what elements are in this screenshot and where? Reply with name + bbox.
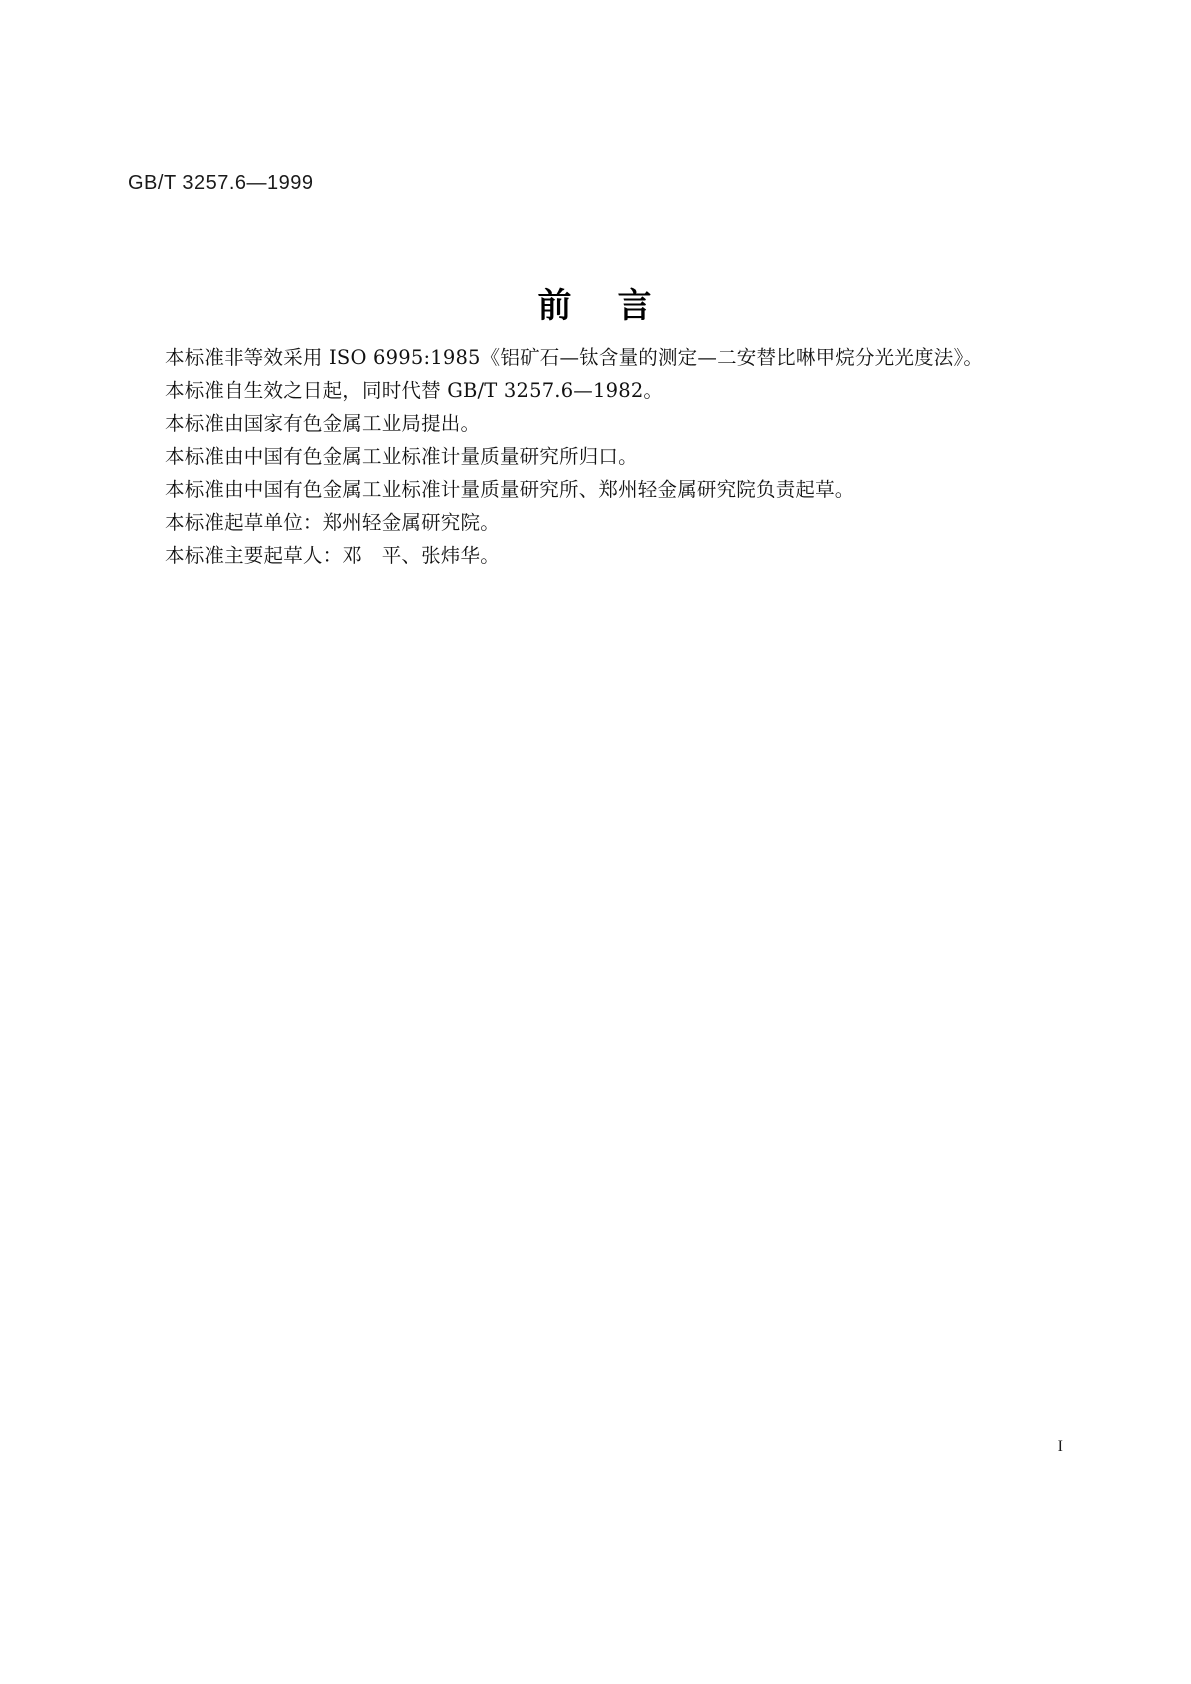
paragraph: 本标准自生效之日起，同时代替 GB/T 3257.6—1982。 bbox=[165, 379, 664, 402]
paragraph: 本标准起草单位：郑州轻金属研究院。 bbox=[165, 511, 500, 534]
paragraph: 本标准由中国有色金属工业标准计量质量研究所、郑州轻金属研究院负责起草。 bbox=[165, 478, 855, 501]
paragraph: 本标准非等效采用 ISO 6995:1985《铝矿石—钛含量的测定—二安替比啉甲烷分光光度法》。 bbox=[165, 346, 984, 369]
page-title-char-2: 言 bbox=[617, 286, 654, 326]
page-title-char-1: 前 bbox=[537, 286, 574, 326]
page-title bbox=[0, 278, 1191, 327]
foreword-body bbox=[165, 342, 1005, 573]
paragraph: 本标准由中国有色金属工业标准计量质量研究所归口。 bbox=[165, 445, 638, 468]
paragraph: 本标准主要起草人：邓 平、张炜华。 bbox=[165, 544, 500, 567]
paragraph: 本标准由国家有色金属工业局提出。 bbox=[165, 412, 481, 435]
page-number: I bbox=[1057, 1438, 1063, 1455]
standard-code: GB/T 3257.6—1999 bbox=[128, 172, 314, 194]
